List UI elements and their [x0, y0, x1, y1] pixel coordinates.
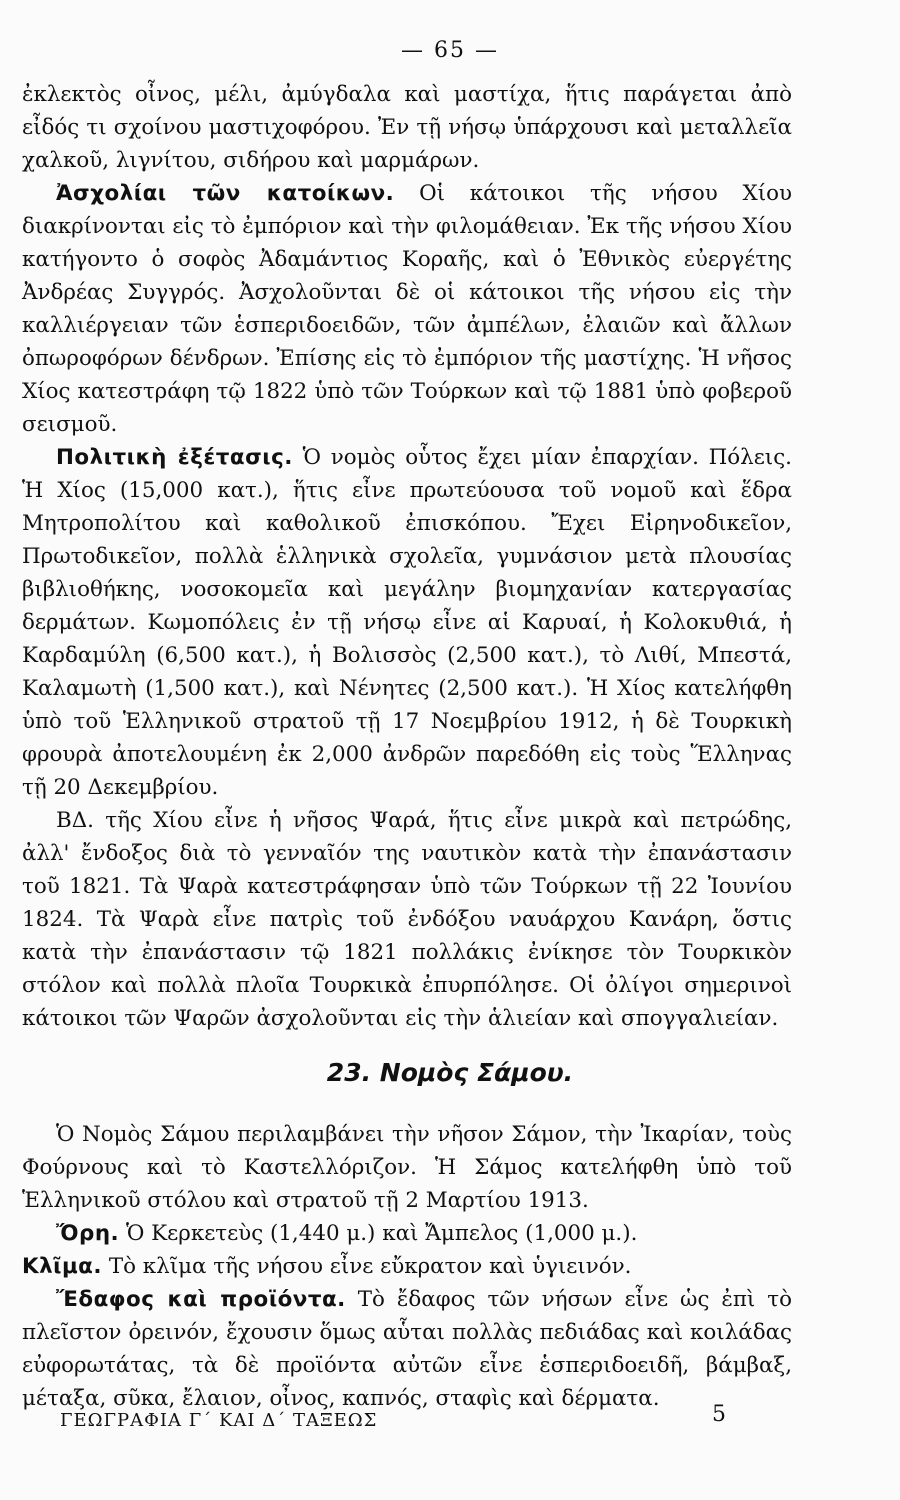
subheading-soil: Ἔδαφος καὶ προϊόντα.	[56, 1287, 346, 1312]
paragraph-mountains-text: Ὁ Κερκετεὺς (1,440 μ.) καὶ Ἄμπελος (1,000 μ.).	[126, 1221, 638, 1246]
paragraph-occupations-text: Οἱ κάτοικοι τῆς νήσου Χίου διακρίνονται εἰς τὸ ἐμπόριον καὶ τὴν φιλομάθειαν. Ἐκ τῆς νήσου Χίου κατήγοντο ὁ σοφὸς Ἀδαμάντιος Κοραῆς, καὶ ὁ Ἐθνικὸς εὐεργέτης Ἀνδρέας Συγγρός. Ἀσχολοῦνται δὲ οἱ κάτοικοι τῆς νήσου εἰς τὴν καλλιέργειαν τῶν ἑσπεριδοειδῶν, τῶν ἀμπέλων, ἐλαιῶν καὶ ἄλλων ὀπωροφόρων δένδρων. Ἐπίσης εἰς τὸ ἐμπόριον τῆς μαστίχης. Ἡ νῆσος Χίος κατεστράφη τῷ 1822 ὑπὸ τῶν Τούρκων καὶ τῷ 1881 ὑπὸ φοβεροῦ σεισμοῦ.	[22, 181, 792, 437]
footer-title: ΓΕΩΓΡΑΦΙΑ Γ΄ ΚΑΙ Δ΄ ΤΑΞΕΩΣ	[60, 1410, 378, 1431]
paragraph-political-text: Ὁ νομὸς οὗτος ἔχει μίαν ἐπαρχίαν. Πόλεις. Ἡ Χίος (15,000 κατ.), ἥτις εἶνε πρωτεύουσα τοῦ νομοῦ καὶ ἕδρα Μητροπολίτου καὶ καθολικοῦ ἐπισκόπου. Ἔχει Εἰρηνοδικεῖον, Πρωτοδικεῖον, πολλὰ ἑλληνικὰ σχολεῖα, γυμνάσιον μετὰ πλουσίας βιβλιοθήκης, νοσοκομεῖα καὶ μεγάλην βιομηχανίαν κατεργασίας δερμάτων. Κωμοπόλεις ἐν τῇ νήσῳ εἶνε αἱ Καρυαί, ἡ Κολοκυθιά, ἡ Καρδαμύλη (6,500 κατ.), ἡ Βολισσὸς (2,500 κατ.), τὸ Λιθί, Μπεστά, Καλαμωτὴ (1,500 κατ.), καὶ Νένητες (2,500 κατ.). Ἡ Χίος κατελήφθη ὑπὸ τοῦ Ἑλληνικοῦ στρατοῦ τῇ 17 Νοεμβρίου 1912, ἡ δὲ Τουρκικὴ φρουρὰ ἀποτελουμένη ἐκ 2,000 ἀνδρῶν παρεδόθη εἰς τοὺς Ἕλληνας τῇ 20 Δεκεμβρίου.	[22, 445, 792, 800]
paragraph-samos-intro: Ὁ Νομὸς Σάμου περιλαμβάνει τὴν νῆσον Σάμον, τὴν Ἰκαρίαν, τοὺς Φούρνους καὶ τὸ Καστελλόριζον. Ἡ Σάμος κατελήφθη ὑπὸ τοῦ Ἑλληνικοῦ στόλου καὶ στρατοῦ τῇ 2 Μαρτίου 1913.	[22, 1122, 792, 1213]
paragraph-products: ἐκλεκτὸς οἶνος, μέλι, ἀμύγδαλα καὶ μαστίχα, ἥτις παράγεται ἀπὸ εἶδός τι σχοίνου μαστιχοφόρου. Ἐν τῇ νήσῳ ὑπάρχουσι καὶ μεταλλεῖα χαλκοῦ, λιγνίτου, σιδήρου καὶ μαρμάρων.	[22, 82, 792, 173]
paragraph-climate	[22, 1250, 792, 1283]
paragraph-political	[22, 441, 792, 804]
chios-section	[22, 78, 792, 1035]
chapter-title: 23. Νομὸς Σάμου.	[326, 1058, 574, 1087]
signature-mark: 5	[712, 1402, 726, 1427]
samos-section	[22, 1118, 792, 1415]
subheading-political: Πολιτικὴ ἐξέτασις.	[56, 445, 293, 470]
paragraph-mountains	[22, 1217, 792, 1250]
paragraph-climate-text: Τὸ κλῖμα τῆς νήσου εἶνε εὔκρατον καὶ ὑγιεινόν.	[108, 1254, 632, 1279]
paragraph-occupations	[22, 177, 792, 441]
page-number: — 65 —	[401, 38, 499, 63]
subheading-occupations: Ἀσχολίαι τῶν κατοίκων.	[56, 181, 395, 206]
subheading-mountains: Ὄρη.	[56, 1221, 120, 1246]
paragraph-soil-text: Τὸ ἔδαφος τῶν νήσων εἶνε ὡς ἐπὶ τὸ πλεῖστον ὀρεινόν, ἔχουσιν ὅμως αὗται πολλὰς πεδιάδας καὶ κοιλάδας εὐφορωτάτας, τὰ δὲ προϊόντα αὐτῶν εἶνε ἑσπεριδοειδῆ, βάμβαξ, μέταξα, σῦκα, ἔλαιον, οἶνος, καπνός, σταφὶς καὶ δέρματα.	[22, 1287, 792, 1411]
paragraph-soil	[22, 1283, 792, 1415]
subheading-climate: Κλῖμα.	[22, 1254, 103, 1279]
paragraph-psara: ΒΔ. τῆς Χίου εἶνε ἡ νῆσος Ψαρά, ἥτις εἶνε μικρὰ καὶ πετρώδης, ἀλλ' ἔνδοξος διὰ τὸ γενναῖόν της ναυτικὸν κατὰ τὴν ἐπανάστασιν τοῦ 1821. Τὰ Ψαρὰ κατεστράφησαν ὑπὸ τῶν Τούρκων τῇ 22 Ἰουνίου 1824. Τὰ Ψαρὰ εἶνε πατρὶς τοῦ ἐνδόξου ναυάρχου Κανάρη, ὅστις κατὰ τὴν ἐπανάστασιν τῷ 1821 πολλάκις ἐνίκησε τὸν Τουρκικὸν στόλον καὶ πολλὰ πλοῖα Τουρκικὰ ἐπυρπόλησε. Οἱ ὀλίγοι σημερινοὶ κάτοικοι τῶν Ψαρῶν ἀσχολοῦνται εἰς τὴν ἁλιείαν καὶ σπογγαλιείαν.	[22, 808, 792, 1031]
